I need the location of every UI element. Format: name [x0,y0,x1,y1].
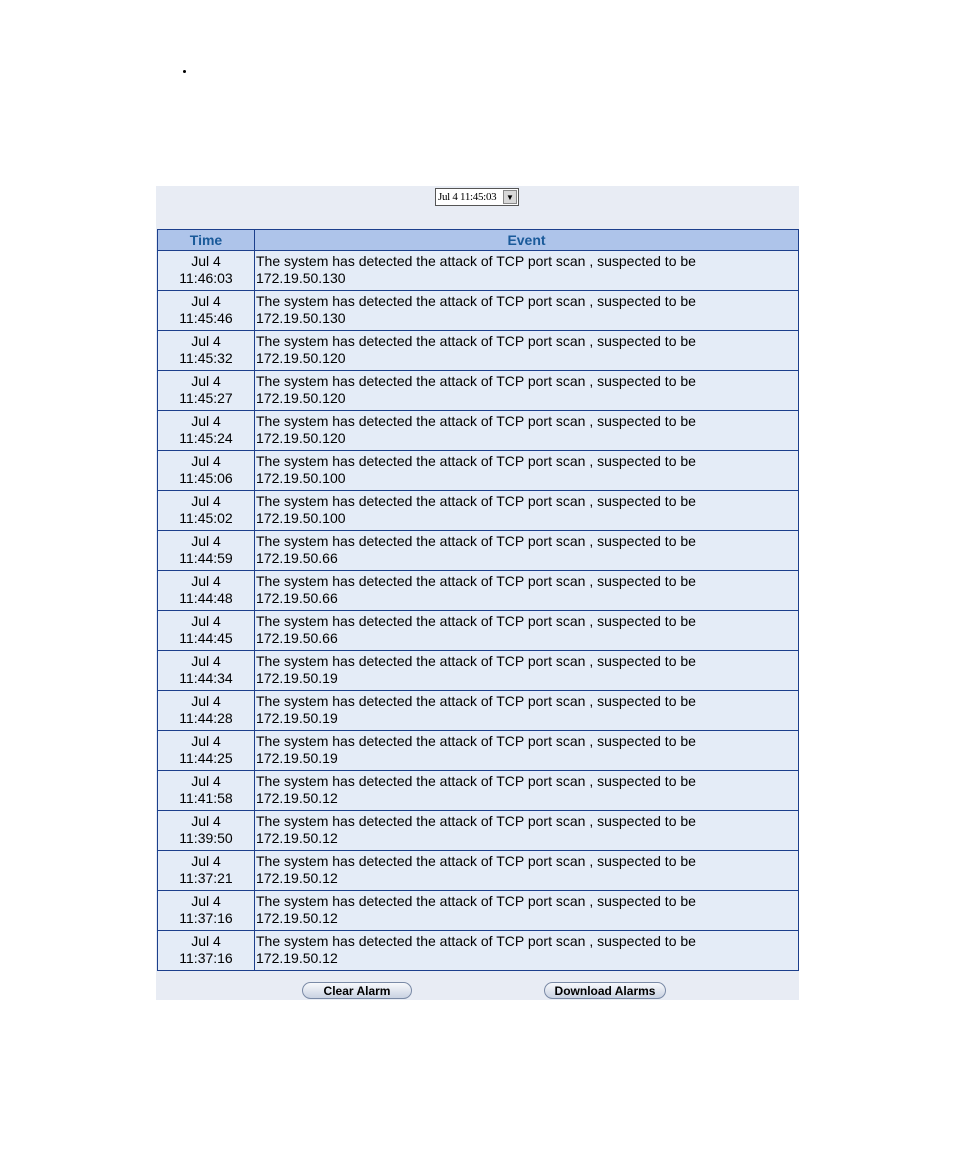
event-date: Jul 4 [191,253,221,269]
table-row [158,771,799,811]
event-message: The system has detected the attack of TCP port scan , suspected to be [256,293,696,309]
event-time: 11:45:06 [179,470,233,486]
event-cell [255,411,799,451]
event-date: Jul 4 [191,733,221,749]
event-source-ip: 172.19.50.66 [256,630,338,646]
event-message: The system has detected the attack of TCP port scan , suspected to be [256,933,696,949]
event-message: The system has detected the attack of TCP port scan , suspected to be [256,413,696,429]
time-cell [158,451,255,491]
event-message: The system has detected the attack of TCP port scan , suspected to be [256,253,696,269]
event-cell [255,811,799,851]
event-date: Jul 4 [191,493,221,509]
event-cell [255,531,799,571]
event-source-ip: 172.19.50.120 [256,390,346,406]
event-source-ip: 172.19.50.120 [256,430,346,446]
event-column-header: Event [255,230,799,251]
event-time: 11:44:25 [179,750,233,766]
time-cell [158,251,255,291]
event-date: Jul 4 [191,333,221,349]
event-message: The system has detected the attack of TCP port scan , suspected to be [256,493,696,509]
time-column-header: Time [158,230,255,251]
event-cell [255,771,799,811]
event-time: 11:44:45 [179,630,233,646]
event-date: Jul 4 [191,853,221,869]
event-source-ip: 172.19.50.19 [256,750,338,766]
event-cell [255,371,799,411]
download-alarms-button[interactable]: Download Alarms [544,982,666,999]
event-message: The system has detected the attack of TCP port scan , suspected to be [256,893,696,909]
event-source-ip: 172.19.50.12 [256,950,338,966]
event-cell [255,451,799,491]
time-cell [158,571,255,611]
table-row [158,491,799,531]
event-time: 11:45:32 [179,350,233,366]
table-row [158,331,799,371]
event-time: 11:45:27 [179,390,233,406]
time-cell [158,411,255,451]
event-date: Jul 4 [191,533,221,549]
event-message: The system has detected the attack of TCP port scan , suspected to be [256,573,696,589]
button-row [156,981,799,1000]
event-time: 11:41:58 [179,790,233,806]
time-cell [158,931,255,971]
table-row [158,931,799,971]
event-cell [255,891,799,931]
event-message: The system has detected the attack of TCP port scan , suspected to be [256,373,696,389]
bullet-dot [183,70,186,73]
event-time: 11:37:16 [179,910,233,926]
event-date: Jul 4 [191,693,221,709]
time-cell [158,891,255,931]
table-row [158,251,799,291]
event-cell [255,331,799,371]
time-cell [158,691,255,731]
event-time: 11:39:50 [179,830,233,846]
event-cell [255,571,799,611]
event-message: The system has detected the attack of TCP port scan , suspected to be [256,333,696,349]
event-source-ip: 172.19.50.66 [256,590,338,606]
time-filter-value: Jul 4 11:45:03 [438,191,497,203]
time-cell [158,331,255,371]
event-date: Jul 4 [191,773,221,789]
event-date: Jul 4 [191,653,221,669]
event-message: The system has detected the attack of TCP port scan , suspected to be [256,653,696,669]
table-row [158,571,799,611]
event-message: The system has detected the attack of TCP port scan , suspected to be [256,733,696,749]
time-cell [158,611,255,651]
event-date: Jul 4 [191,373,221,389]
event-source-ip: 172.19.50.130 [256,270,346,286]
event-cell [255,291,799,331]
time-cell [158,651,255,691]
table-row [158,411,799,451]
event-source-ip: 172.19.50.19 [256,710,338,726]
event-cell [255,691,799,731]
event-cell [255,491,799,531]
event-time: 11:46:03 [179,270,233,286]
event-cell [255,651,799,691]
table-header-row [158,230,799,251]
table-row [158,291,799,331]
time-cell [158,291,255,331]
alarm-log-panel [156,186,799,1000]
event-time: 11:44:34 [179,670,233,686]
time-cell [158,371,255,411]
event-source-ip: 172.19.50.100 [256,510,346,526]
event-source-ip: 172.19.50.19 [256,670,338,686]
event-cell [255,611,799,651]
time-cell [158,491,255,531]
event-source-ip: 172.19.50.120 [256,350,346,366]
event-source-ip: 172.19.50.100 [256,470,346,486]
event-source-ip: 172.19.50.66 [256,550,338,566]
table-row [158,731,799,771]
event-message: The system has detected the attack of TCP port scan , suspected to be [256,773,696,789]
event-time: 11:45:46 [179,310,233,326]
table-row [158,691,799,731]
table-row [158,531,799,571]
event-date: Jul 4 [191,893,221,909]
event-time: 11:44:59 [179,550,233,566]
time-cell [158,731,255,771]
event-message: The system has detected the attack of TCP port scan , suspected to be [256,453,696,469]
table-row [158,651,799,691]
alarm-rows [158,251,799,971]
table-row [158,851,799,891]
alarm-table [157,229,799,971]
table-row [158,451,799,491]
event-date: Jul 4 [191,573,221,589]
table-row [158,891,799,931]
time-filter-select[interactable] [435,188,519,206]
event-date: Jul 4 [191,413,221,429]
event-message: The system has detected the attack of TCP port scan , suspected to be [256,613,696,629]
time-cell [158,811,255,851]
event-date: Jul 4 [191,813,221,829]
time-cell [158,531,255,571]
event-time: 11:37:16 [179,950,233,966]
event-time: 11:45:02 [179,510,233,526]
time-cell [158,771,255,811]
event-cell [255,931,799,971]
table-row [158,611,799,651]
event-message: The system has detected the attack of TCP port scan , suspected to be [256,813,696,829]
event-time: 11:45:24 [179,430,233,446]
event-date: Jul 4 [191,933,221,949]
event-date: Jul 4 [191,293,221,309]
event-cell [255,851,799,891]
table-row [158,811,799,851]
event-source-ip: 172.19.50.12 [256,870,338,886]
event-source-ip: 172.19.50.12 [256,830,338,846]
event-time: 11:37:21 [179,870,233,886]
event-date: Jul 4 [191,613,221,629]
event-time: 11:44:48 [179,590,233,606]
clear-alarm-button[interactable]: Clear Alarm [302,982,412,999]
event-date: Jul 4 [191,453,221,469]
event-message: The system has detected the attack of TCP port scan , suspected to be [256,533,696,549]
event-source-ip: 172.19.50.130 [256,310,346,326]
chevron-down-icon[interactable]: ▼ [503,190,517,204]
time-cell [158,851,255,891]
event-time: 11:44:28 [179,710,233,726]
event-message: The system has detected the attack of TCP port scan , suspected to be [256,693,696,709]
filter-row [156,186,799,228]
event-source-ip: 172.19.50.12 [256,790,338,806]
table-row [158,371,799,411]
event-cell [255,251,799,291]
event-message: The system has detected the attack of TCP port scan , suspected to be [256,853,696,869]
event-cell [255,731,799,771]
event-source-ip: 172.19.50.12 [256,910,338,926]
